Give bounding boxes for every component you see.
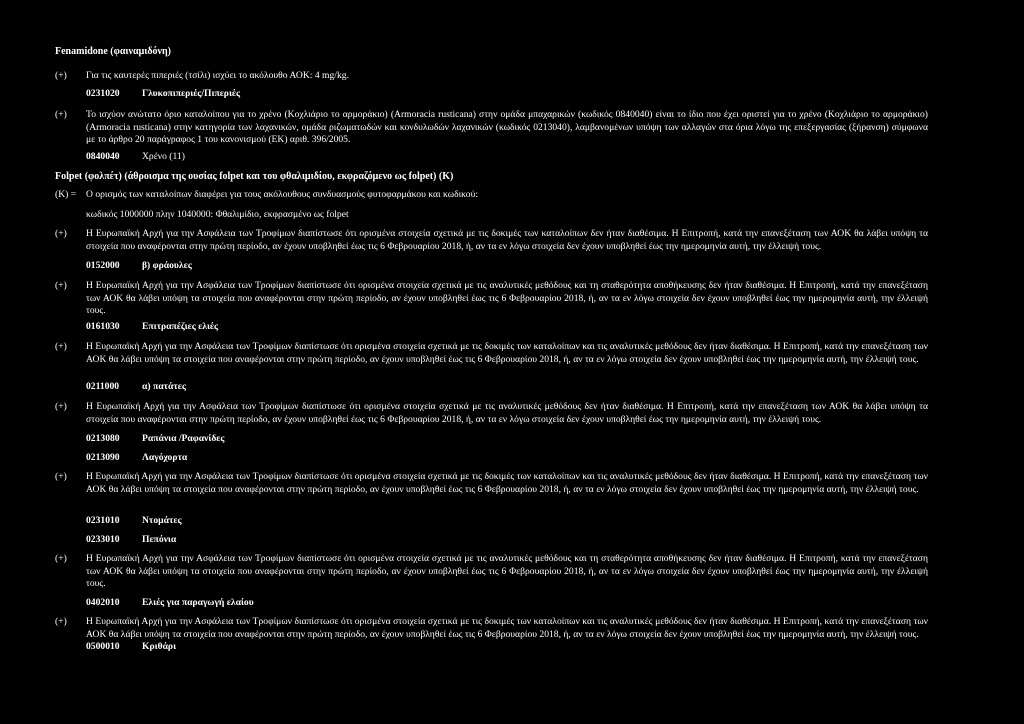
code-row-table-olives [86,321,218,334]
fenamidone-heading: Fenamidone (φαιναμιδόνη) [55,46,172,57]
code-name: Λαγόχορτα [142,452,188,463]
code-row-0840040 [86,151,185,164]
folpet-note-both: Η Ευρωπαϊκή Αρχή για την Ασφάλεια των Τροφίμων διαπίστωσε ότι ορισμένα στοιχεία σχετικά με τις δοκιμές των καταλοίπων και τις αναλυτικές μεθόδους δεν ήταν διαθέσιμα. Η Επιτροπή, κατά την επανεξέταση των ΑΟΚ θα λάβει υπόψη τα στοιχεία που αναφέρονται στην πρώτη περίοδο, αν έχουν υποβληθεί έως τις 6 Φεβρουαρίου 2018, ή, αν τα εν λόγω στοιχεία δεν έχουν υποβληθεί έως την ημερομηνία αυτή, την έλλειψή τους. [86,616,928,640]
plus-mark: (+) [55,228,67,239]
plus-mark: (+) [55,280,67,291]
code-row-oil-olives [86,597,254,610]
plus-mark: (+) [55,70,67,81]
folpet-note-methods: Η Ευρωπαϊκή Αρχή για την Ασφάλεια των Τροφίμων διαπίστωσε ότι ορισμένα στοιχεία σχετικά με τις αναλυτικές μεθόδους και τη σταθερότητα αποθήκευσης δεν ήταν διαθέσιμα. Η Επιτροπή, κατά την επανεξέταση των ΑΟΚ θα λάβει υπόψη τα στοιχεία που αναφέρονται στην πρώτη περίοδο, αν έχουν υποβληθεί έως τις 6 Φεβρουαρίου 2018, ή, αν τα εν λόγω στοιχεία δεν έχουν υποβληθεί έως την ημερομηνία αυτή, την έλλειψή τους. [86,280,928,317]
code-number: 0233010 [86,534,120,545]
code-number: 0213090 [86,452,120,463]
code-row-melons [86,534,176,547]
plus-mark: (+) [55,341,67,352]
code-row-potatoes [86,381,186,394]
code-name: β) φράουλες [142,260,192,271]
code-row-tomatoes [86,515,182,528]
plus-mark: (+) [55,401,67,412]
code-name: Πεπόνια [142,534,177,545]
horseradish-note: Το ισχύον ανώτατο όριο καταλοίπου για το χρένο (Κοχλιάριο το αρμοράκιο) (Armoracia rusticana) στην ομάδα μπαχαρικών (κωδικός 0840040) είναι το ίδιο που έχει οριστεί για το χρένο (Κοχλιάριο το αρμοράκιο) (Armoracia rusticana) στην κατηγορία των λαχανικών, ομάδα ριζωματωδών και κονδυλωδών λαχανικών (κωδικός 0213040), λαμβανομένων υπόψη των αλλαγών στα όρια λόγω της επεξεργασίας (ξήρανση) σύμφωνα με το άρθρο 20 παράγραφος 1 του κανονισμού (ΕΚ) αριθ. 396/2005. [86,109,928,146]
folpet-note-both: Η Ευρωπαϊκή Αρχή για την Ασφάλεια των Τροφίμων διαπίστωσε ότι ορισμένα στοιχεία σχετικά με τις δοκιμές των καταλοίπων και τις αναλυτικές μεθόδους δεν ήταν διαθέσιμα. Η Επιτροπή, κατά την επανεξέταση των ΑΟΚ θα λάβει υπόψη τα στοιχεία που αναφέρονται στην πρώτη περίοδο, αν έχουν υποβληθεί έως τις 6 Φεβρουαρίου 2018, ή, αν τα εν λόγω στοιχεία δεν έχουν υποβληθεί έως την ημερομηνία αυτή, την έλλειψή τους. [86,341,928,365]
folpet-heading: Folpet (φολπέτ) (άθροισμα της ουσίας folpet και του φθαλιμιδίου, εκφραζόμενο ως folpet) (K) [55,171,454,182]
code-number: 0152000 [86,260,120,271]
fenamidone-chili-note: Για τις καυτερές πιπεριές (τσίλι) ισχύει το ακόλουθο ΑΟΚ: 4 mg/kg. [86,70,349,81]
code-name: Ραπάνια /Ραφανίδες [142,433,225,444]
code-number: 0500010 [86,641,120,652]
code-row-strawberries [86,260,192,273]
code-number: 0402010 [86,597,120,608]
code-row-barley [86,641,176,654]
code-number: 0161030 [86,321,120,332]
folpet-note-both: Η Ευρωπαϊκή Αρχή για την Ασφάλεια των Τροφίμων διαπίστωσε ότι ορισμένα στοιχεία σχετικά με τις δοκιμές των καταλοίπων και τις αναλυτικές μεθόδους δεν ήταν διαθέσιμα. Η Επιτροπή, κατά την επανεξέταση των ΑΟΚ θα λάβει υπόψη τα στοιχεία που αναφέρονται στην πρώτη περίοδο, αν έχουν υποβληθεί έως τις 6 Φεβρουαρίου 2018, ή, αν τα εν λόγω στοιχεία δεν έχουν υποβληθεί έως την ημερομηνία αυτή, την έλλειψή τους. [86,471,928,495]
code-number: 0231020 [86,88,120,99]
code-name: Γλυκοπιπεριές/Πιπεριές [142,88,241,99]
code-name: α) πατάτες [142,381,186,392]
code-number: 0211000 [86,381,120,392]
code-number: 0231010 [86,515,120,526]
code-number: 0840040 [86,151,120,162]
plus-mark: (+) [55,109,67,120]
code-row-salsify [86,452,187,465]
code-name: Επιτραπέζιες ελιές [142,321,219,332]
plus-mark: (+) [55,553,67,564]
folpet-note-tests: Η Ευρωπαϊκή Αρχή για την Ασφάλεια των Τροφίμων διαπίστωσε ότι ορισμένα στοιχεία σχετικά με τις δοκιμές των καταλοίπων δεν ήταν διαθέσιμα. Η Επιτροπή, κατά την επανεξέταση των ΑΟΚ θα λάβει υπόψη τα στοιχεία που αναφέρονται στην πρώτη περίοδο, αν έχουν υποβληθεί έως τις 6 Φεβρουαρίου 2018, ή, αν τα εν λόγω στοιχεία δεν έχουν υποβληθεί έως την ημερομηνία αυτή, την έλλειψή τους. [86,228,928,252]
code-name: Ντομάτες [142,515,182,526]
code-name: Χρένο (11) [142,151,185,162]
folpet-residue-definition: Ο ορισμός των καταλοίπων διαφέρει για τους ακόλουθους συνδυασμούς φυτοφαρμάκου και κωδικού: [86,189,479,200]
plus-mark: (+) [55,616,67,627]
folpet-note-methods-only: Η Ευρωπαϊκή Αρχή για την Ασφάλεια των Τροφίμων διαπίστωσε ότι ορισμένα στοιχεία σχετικά με τις αναλυτικές μεθόδους δεν ήταν διαθέσιμα. Η Επιτροπή, κατά την επανεξέταση των ΑΟΚ θα λάβει υπόψη τα στοιχεία που αναφέρονται στην πρώτη περίοδο, αν έχουν υποβληθεί έως τις 6 Φεβρουαρίου 2018, ή, αν τα εν λόγω στοιχεία δεν έχουν υποβληθεί έως την ημερομηνία αυτή, την έλλειψή τους. [86,401,928,425]
code-number: 0213080 [86,433,120,444]
k-mark: (K) = [55,189,77,200]
folpet-phthalimide-line: κωδικός 1000000 πλην 1040000: Φθαλιμίδιο, εκφρασμένο ως folpet [86,209,349,220]
code-row-0231020 [86,88,240,101]
plus-mark: (+) [55,471,67,482]
folpet-note-methods: Η Ευρωπαϊκή Αρχή για την Ασφάλεια των Τροφίμων διαπίστωσε ότι ορισμένα στοιχεία σχετικά με τις αναλυτικές μεθόδους και τη σταθερότητα αποθήκευσης δεν ήταν διαθέσιμα. Η Επιτροπή, κατά την επανεξέταση των ΑΟΚ θα λάβει υπόψη τα στοιχεία που αναφέρονται στην πρώτη περίοδο, αν έχουν υποβληθεί έως τις 6 Φεβρουαρίου 2018, ή, αν τα εν λόγω στοιχεία δεν έχουν υποβληθεί έως την ημερομηνία αυτή, την έλλειψή τους. [86,553,928,590]
code-name: Ελιές για παραγωγή ελαίου [142,597,254,608]
code-row-radishes [86,433,224,446]
code-name: Κριθάρι [142,641,177,652]
